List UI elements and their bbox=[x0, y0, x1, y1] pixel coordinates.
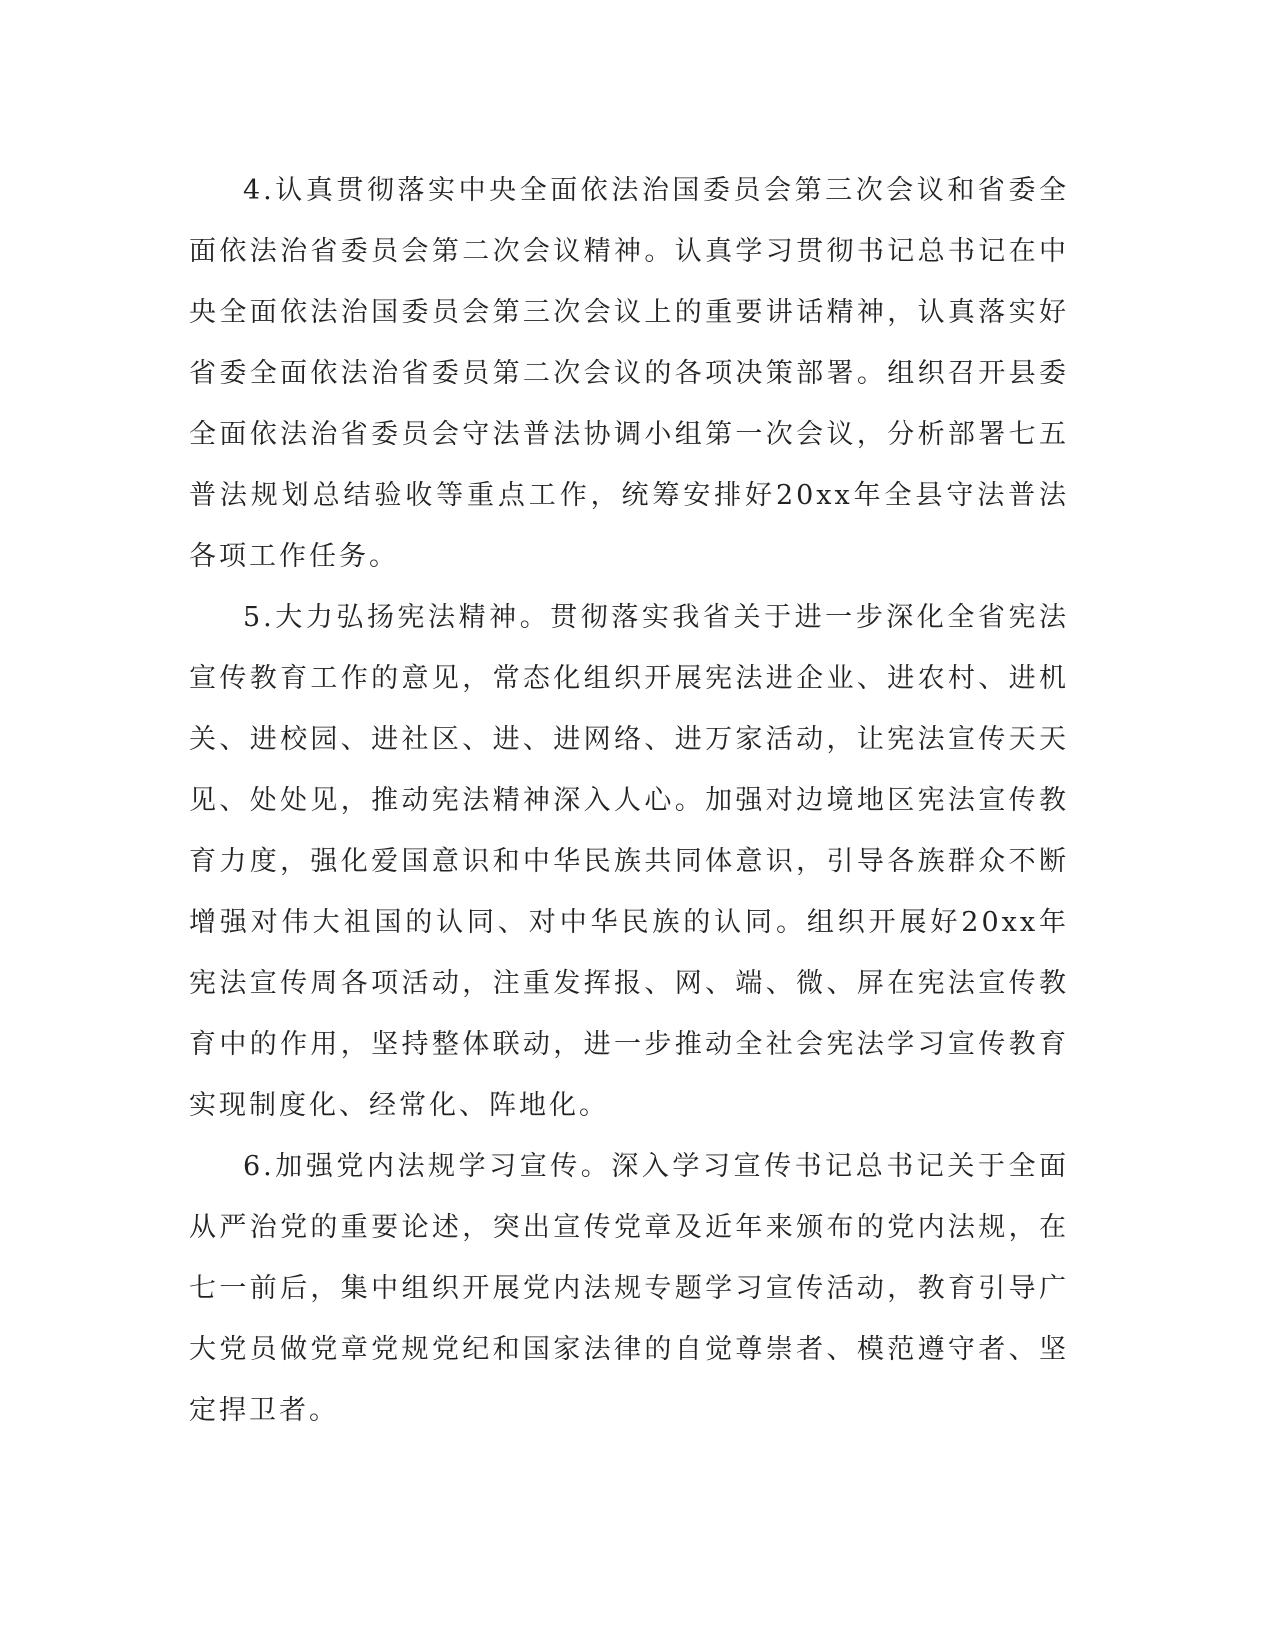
paragraph-item-4: 4.认真贯彻落实中央全面依法治国委员会第三次会议和省委全面依法治省委员会第二次会议精神。认真学习贯彻书记总书记在中央全面依法治国委员会第三次会议上的重要讲话精神，认真落实好省委全面依法治省委员第二次会议的各项决策部署。组织召开县委全面依法治省委员会守法普法协调小组第一次会议，分析部署七五普法规划总结验收等重点工作，统筹安排好20xx年全县守法普法各项工作任务。 bbox=[189, 175, 1069, 572]
paragraph-item-5: 5.大力弘扬宪法精神。贯彻落实我省关于进一步深化全省宪法宣传教育工作的意见，常态化组织开展宪法进企业、进农村、进机关、进校园、进社区、进、进网络、进万家活动，让宪法宣传天天见、处处见，推动宪法精神深入人心。加强对边境地区宪法宣传教育力度，强化爱国意识和中华民族共同体意识，引导各族群众不断增强对伟大祖国的认同、对中华民族的认同。组织开展好20xx年宪法宣传周各项活动，注重发挥报、网、端、微、屏在宪法宣传教育中的作用，坚持整体联动，进一步推动全社会宪法学习宣传教育实现制度化、经常化、阵地化。 bbox=[189, 602, 1069, 1121]
paragraph-item-6: 6.加强党内法规学习宣传。深入学习宣传书记总书记关于全面从严治党的重要论述，突出宣传党章及近年来颁布的党内法规，在七一前后，集中组织开展党内法规专题学习宣传活动，教育引导广大党员做党章党规党纪和国家法律的自觉尊崇者、模范遵守者、坚定捍卫者。 bbox=[189, 1151, 1069, 1426]
document-body bbox=[189, 160, 1069, 1441]
